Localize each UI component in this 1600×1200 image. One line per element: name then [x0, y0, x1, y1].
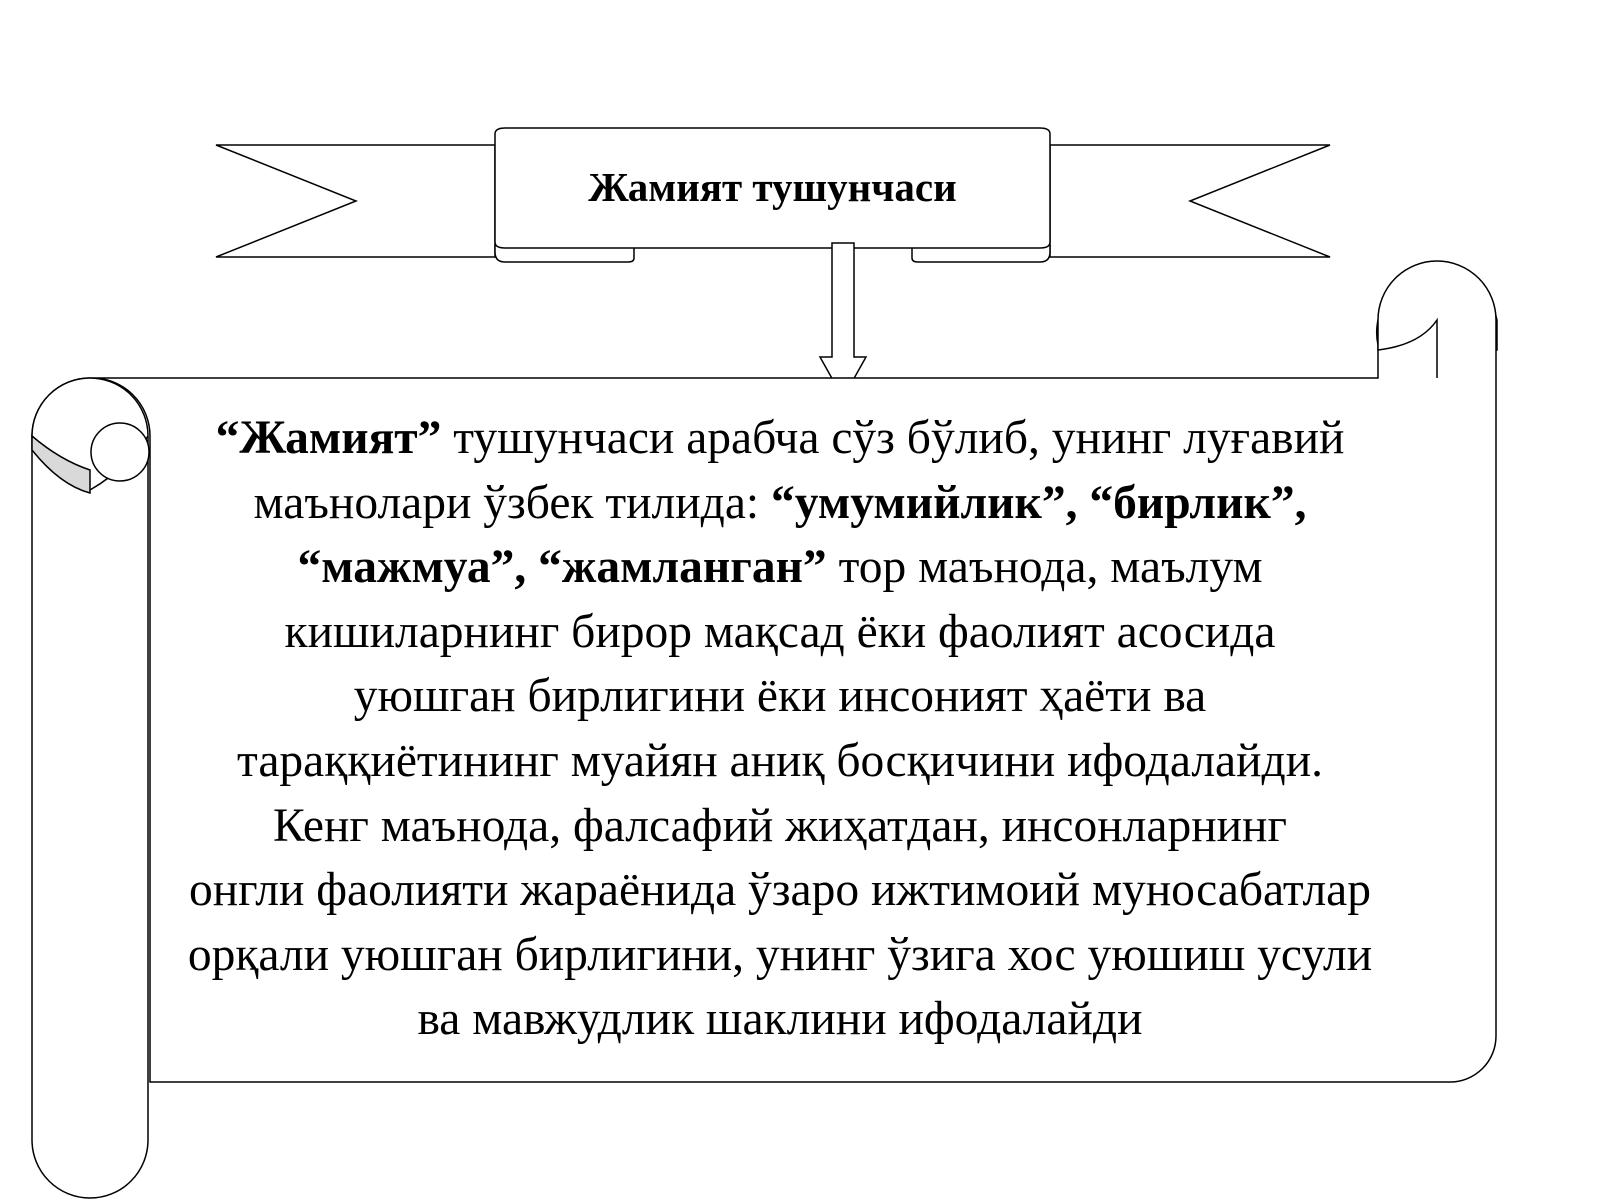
- scroll-text-line: [90, 535, 1470, 600]
- scroll-text-line: [90, 664, 1470, 729]
- scroll-text-bold-segment: “Жамият”: [215, 412, 442, 464]
- scroll-text-segment: тор маънода, маълум: [826, 541, 1263, 594]
- scroll-text-segment: орқали уюшган бирлигини, унинг ўзига хос уюшиш усули: [187, 928, 1373, 981]
- scroll-text-line: [90, 923, 1470, 988]
- scroll-text-line: [90, 987, 1470, 1052]
- banner-left-tail: [216, 145, 495, 257]
- scroll-text-bold-segment: “умумийлик”, “бирлик”,: [771, 476, 1307, 529]
- scroll-text: [90, 406, 1470, 1052]
- scroll-text-segment: уюшган бирлигини ёки инсоният ҳаёти ва: [353, 670, 1207, 723]
- scroll-text-segment: кишиларнинг бирор мақсад ёки фаолият асосида: [284, 605, 1276, 658]
- scroll-text-line: [90, 729, 1470, 794]
- scroll-text-line: [90, 600, 1470, 665]
- connector-arrow: [820, 243, 866, 398]
- banner-title: Жамият тушунчаси: [588, 164, 957, 210]
- scroll-text-line: [90, 471, 1470, 536]
- scroll-text-segment: тушунчаси арабча сўз бўлиб, унинг луғавий: [441, 412, 1345, 464]
- scroll-text-bold-segment: “мажмуа”, “жамланган”: [297, 541, 827, 594]
- scroll-text-segment: онгли фаолияти жараёнида ўзаро ижтимоий муносабатлар: [189, 864, 1371, 917]
- scroll-text-line: [90, 858, 1470, 923]
- scroll-text-line: [90, 794, 1470, 859]
- scroll-text-segment: Кенг маънода, фалсафий жиҳатдан, инсонларнинг: [273, 799, 1287, 852]
- scroll-text-segment: тараққиётининг муайян аниқ босқичини ифодалайди.: [236, 734, 1324, 787]
- scroll-text-segment: маънолари ўзбек тилида:: [253, 476, 771, 529]
- scroll-text-line: [90, 406, 1470, 471]
- scroll-text-segment: ва мавжудлик шаклини ифодалайди: [417, 993, 1143, 1046]
- banner-right-tail: [1050, 145, 1330, 257]
